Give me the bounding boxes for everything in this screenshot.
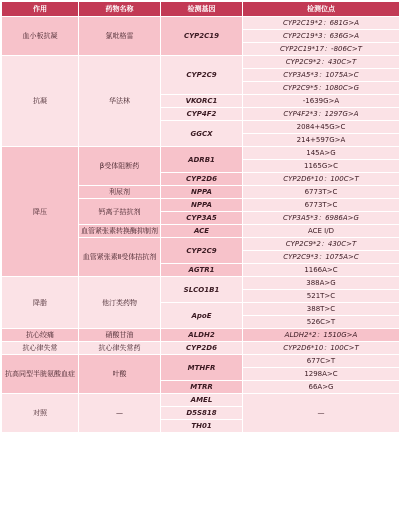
- gene-cell: GGCX: [161, 121, 243, 147]
- site-cell: CYP2C9*5：1080C>G: [243, 82, 400, 95]
- site-cell: CYP2C9*2：430C>T: [243, 56, 400, 69]
- drug-cell: 钙离子拮抗剂: [79, 199, 161, 225]
- site-cell: 388A>G: [243, 277, 400, 290]
- drug-cell: 叶酸: [79, 355, 161, 394]
- site-cell: CYP2D6*10：100C>T: [243, 173, 400, 186]
- site-cell: CYP2C9*3：1075A>C: [243, 251, 400, 264]
- effect-cell: 抗心律失常: [2, 342, 79, 355]
- table-row: [2, 342, 400, 355]
- effect-cell: 抗心绞痛: [2, 329, 79, 342]
- table-row: [2, 355, 400, 368]
- gene-cell: SLCO1B1: [161, 277, 243, 303]
- gene-cell: NPPA: [161, 199, 243, 212]
- site-cell: 6773T>C: [243, 199, 400, 212]
- table-row: [2, 394, 400, 407]
- effect-cell: 对照: [2, 394, 79, 433]
- site-cell: CYP2C19*2：681G>A: [243, 17, 400, 30]
- site-cell: 1165G>C: [243, 160, 400, 173]
- table-row: [2, 147, 400, 160]
- gene-cell: AGTR1: [161, 264, 243, 277]
- site-cell: 66A>G: [243, 381, 400, 394]
- effect-cell: 抗高同型半胱氨酸血症: [2, 355, 79, 394]
- site-cell: CYP2D6*10：100C>T: [243, 342, 400, 355]
- site-cell: ALDH2*2：1510G>A: [243, 329, 400, 342]
- gene-cell: AMEL: [161, 394, 243, 407]
- drug-cell: β受体阻断药: [79, 147, 161, 186]
- gene-cell: CYP2C9: [161, 56, 243, 95]
- site-cell: 1298A>C: [243, 368, 400, 381]
- gene-cell: VKORC1: [161, 95, 243, 108]
- gene-cell: ApoE: [161, 303, 243, 329]
- gene-cell: NPPA: [161, 186, 243, 199]
- gene-cell: CYP2D6: [161, 173, 243, 186]
- gene-cell: CYP2D6: [161, 342, 243, 355]
- site-cell: 214+597G>A: [243, 134, 400, 147]
- table-row: [2, 329, 400, 342]
- gene-cell: TH01: [161, 420, 243, 433]
- gene-cell: CYP3A5: [161, 212, 243, 225]
- site-cell: CYP2C19*17：-806C>T: [243, 43, 400, 56]
- effect-cell: 降脂: [2, 277, 79, 329]
- drug-cell: 血管紧张素Ⅱ受体拮抗剂: [79, 238, 161, 277]
- site-cell: CYP3A5*3：6986A>G: [243, 212, 400, 225]
- site-cell: 1166A>C: [243, 264, 400, 277]
- site-cell: 521T>C: [243, 290, 400, 303]
- site-cell: 388T>C: [243, 303, 400, 316]
- site-cell: CYP3A5*3：1075A>C: [243, 69, 400, 82]
- pharmacogenomics-table: [1, 1, 400, 433]
- gene-cell: ALDH2: [161, 329, 243, 342]
- site-cell: ACE I/D: [243, 225, 400, 238]
- site-cell: 526C>T: [243, 316, 400, 329]
- header-site: 检测位点: [243, 2, 400, 17]
- drug-cell: 血管紧张素转换酶抑制剂: [79, 225, 161, 238]
- effect-cell: 血小板抗凝: [2, 17, 79, 56]
- site-cell: 677C>T: [243, 355, 400, 368]
- gene-cell: CYP2C19: [161, 17, 243, 56]
- site-cell: 6773T>C: [243, 186, 400, 199]
- site-cell: —: [243, 394, 400, 433]
- gene-cell: CYP2C9: [161, 238, 243, 264]
- drug-cell: 利尿剂: [79, 186, 161, 199]
- drug-cell: —: [79, 394, 161, 433]
- drug-cell: 华法林: [79, 56, 161, 147]
- header-row: [2, 2, 400, 17]
- site-cell: CYP4F2*3：1297G>A: [243, 108, 400, 121]
- site-cell: 145A>G: [243, 147, 400, 160]
- gene-cell: CYP4F2: [161, 108, 243, 121]
- table-row: [2, 56, 400, 69]
- table-row: [2, 277, 400, 290]
- gene-cell: ADRB1: [161, 147, 243, 173]
- drug-cell: 硝酸甘油: [79, 329, 161, 342]
- gene-cell: MTRR: [161, 381, 243, 394]
- site-cell: 2084+45G>C: [243, 121, 400, 134]
- header-effect: 作用: [2, 2, 79, 17]
- drug-cell: 氯吡格雷: [79, 17, 161, 56]
- header-drug: 药物名称: [79, 2, 161, 17]
- effect-cell: 降压: [2, 147, 79, 277]
- site-cell: CYP2C19*3：636G>A: [243, 30, 400, 43]
- site-cell: -1639G>A: [243, 95, 400, 108]
- table-row: [2, 17, 400, 30]
- gene-cell: D5S818: [161, 407, 243, 420]
- site-cell: CYP2C9*2：430C>T: [243, 238, 400, 251]
- gene-cell: ACE: [161, 225, 243, 238]
- header-gene: 检测基因: [161, 2, 243, 17]
- effect-cell: 抗凝: [2, 56, 79, 147]
- drug-cell: 抗心律失常药: [79, 342, 161, 355]
- drug-cell: 他汀类药物: [79, 277, 161, 329]
- gene-cell: MTHFR: [161, 355, 243, 381]
